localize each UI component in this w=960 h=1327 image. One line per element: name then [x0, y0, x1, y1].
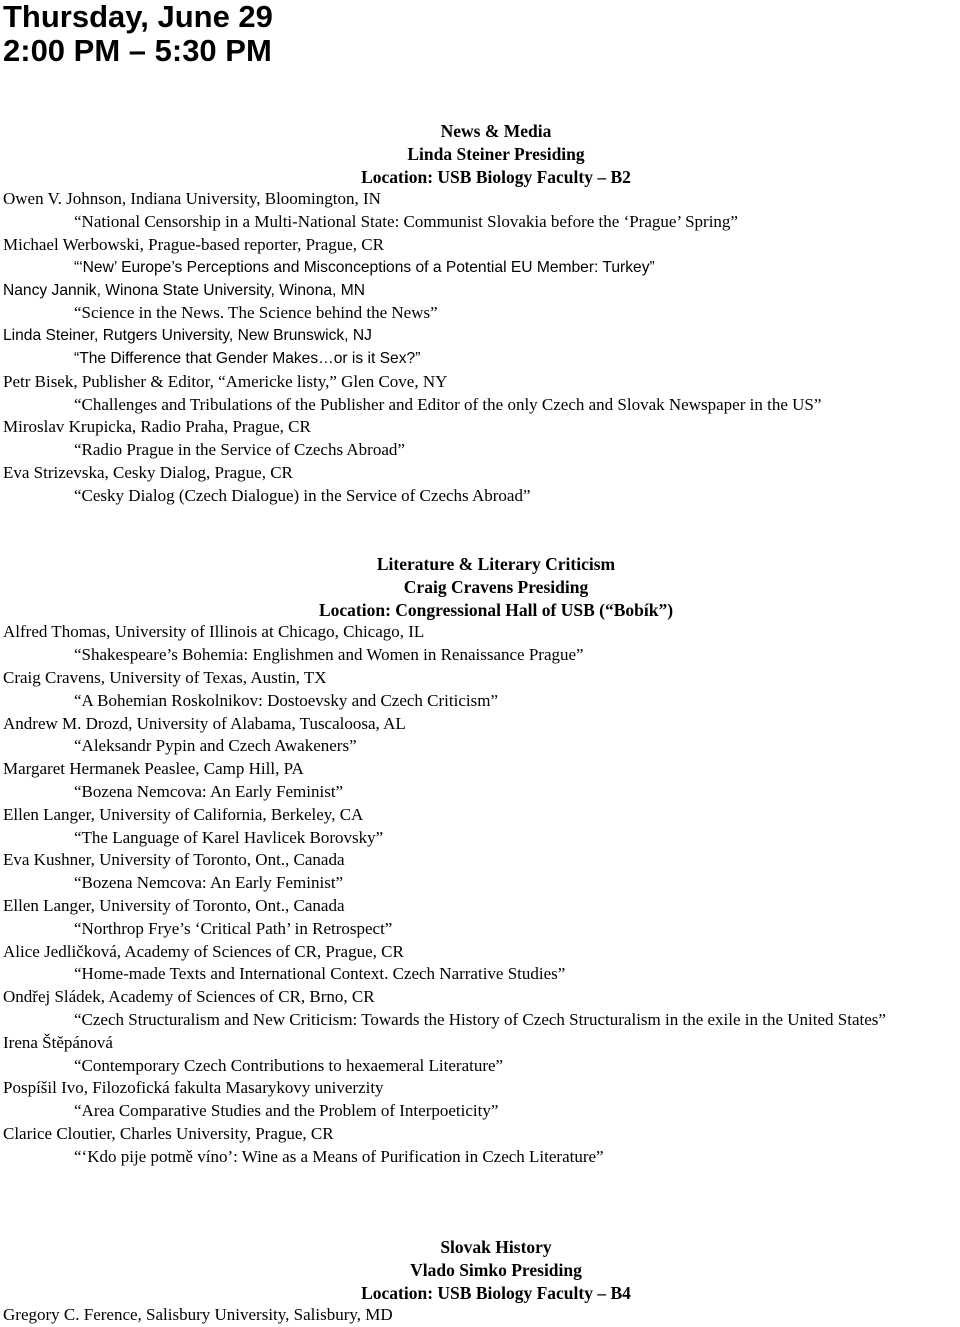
paper-title: “The Difference that Gender Makes…or is it Sex?”	[74, 349, 421, 367]
author: Margaret Hermanek Peaslee, Camp Hill, PA	[3, 759, 304, 779]
session-slovak-history	[0, 1236, 960, 1327]
paper-title: “‘New’ Europe’s Perceptions and Misconceptions of a Potential EU Member: Turkey”	[74, 258, 655, 276]
author: Andrew M. Drozd, University of Alabama, Tuscaloosa, AL	[3, 713, 406, 733]
session-title: Slovak History	[440, 1237, 552, 1257]
author: Nancy Jannik, Winona State University, Winona, MN	[3, 281, 365, 299]
author: Alfred Thomas, University of Illinois at Chicago, Chicago, IL	[3, 622, 425, 642]
author: Eva Strizevska, Cesky Dialog, Prague, CR	[3, 462, 293, 482]
page-header	[3, 0, 273, 68]
session-location: Location: USB Biology Faculty – B4	[361, 1282, 631, 1303]
paper-title: “Radio Prague in the Service of Czechs Abroad”	[74, 440, 405, 460]
author: Linda Steiner, Rutgers University, New Brunswick, NJ	[3, 327, 372, 345]
paper-title: “Home-made Texts and International Context. Czech Narrative Studies”	[74, 964, 566, 984]
author: Ondřej Sládek, Academy of Sciences of CR, Brno, CR	[3, 987, 375, 1007]
author: Clarice Cloutier, Charles University, Prague, CR	[3, 1123, 334, 1143]
author: Irena Štěpánová	[3, 1032, 113, 1052]
paper-title: “Shakespeare’s Bohemia: Englishmen and Women in Renaissance Prague”	[74, 645, 584, 665]
session-location: Location: USB Biology Faculty – B2	[361, 166, 631, 187]
paper-title: “Science in the News. The Science behind the News”	[74, 303, 438, 323]
session-date: Thursday, June 29	[3, 0, 273, 34]
author: Petr Bisek, Publisher & Editor, “Americke listy,” Glen Cove, NY	[3, 371, 448, 391]
paper-title: “Aleksandr Pypin and Czech Awakeners”	[74, 736, 357, 756]
author: Gregory C. Ference, Salisbury University, Salisbury, MD	[3, 1305, 393, 1325]
paper-title: “‘Kdo pije potmě víno’: Wine as a Means of Purification in Czech Literature”	[74, 1146, 604, 1166]
paper-title: “Bozena Nemcova: An Early Feminist”	[74, 873, 344, 893]
entry-list	[0, 621, 960, 1168]
author: Eva Kushner, University of Toronto, Ont., Canada	[3, 850, 345, 870]
paper-title: “The Language of Karel Havlicek Borovsky”	[74, 827, 384, 847]
session-presiding: Craig Cravens Presiding	[403, 576, 589, 597]
paper-title: “National Censorship in a Multi-National State: Communist Slovakia before the ‘Prague’ Spring”	[74, 212, 738, 232]
paper-title: “Bozena Nemcova: An Early Feminist”	[74, 781, 344, 801]
author: Michael Werbowski, Prague-based reporter, Prague, CR	[3, 234, 384, 254]
session-title: News & Media	[440, 121, 552, 141]
session-presiding: Linda Steiner Presiding	[407, 143, 585, 164]
paper-title: “Area Comparative Studies and the Problem of Interpoeticity”	[74, 1101, 499, 1121]
author: Craig Cravens, University of Texas, Austin, TX	[3, 667, 327, 687]
author: Miroslav Krupicka, Radio Praha, Prague, CR	[3, 417, 311, 437]
author: Alice Jedličková, Academy of Sciences of CR, Prague, CR	[3, 941, 404, 961]
session-literature	[0, 553, 960, 1169]
author: Owen V. Johnson, Indiana University, Bloomington, IN	[3, 189, 381, 209]
author: Ellen Langer, University of Toronto, Ont., Canada	[3, 895, 345, 915]
session-presiding: Vlado Simko Presiding	[410, 1259, 582, 1280]
paper-title: “Czech Structuralism and New Criticism: Towards the History of Czech Structuralism in the exile in the United States”	[74, 1009, 886, 1029]
session-location: Location: Congressional Hall of USB (“Bobík”)	[318, 599, 674, 620]
paper-title: “Challenges and Tribulations of the Publisher and Editor of the only Czech and Slovak Newspaper in the US”	[74, 394, 822, 414]
author: Pospíšil Ivo, Filozofická fakulta Masarykovy univerzity	[3, 1078, 384, 1098]
paper-title: “Cesky Dialog (Czech Dialogue) in the Service of Czechs Abroad”	[74, 485, 531, 505]
session-time: 2:00 PM – 5:30 PM	[3, 33, 272, 68]
session-title: Literature & Literary Criticism	[376, 554, 616, 574]
paper-title: “Contemporary Czech Contributions to hexaemeral Literature”	[74, 1055, 504, 1075]
paper-title: “A Bohemian Roskolnikov: Dostoevsky and Czech Criticism”	[74, 690, 499, 710]
paper-title: “Northrop Frye’s ‘Critical Path’ in Retrospect”	[74, 918, 393, 938]
entry-list	[0, 1304, 960, 1327]
entry-list	[0, 188, 960, 507]
author: Ellen Langer, University of California, Berkeley, CA	[3, 804, 364, 824]
session-news-media	[0, 120, 960, 508]
